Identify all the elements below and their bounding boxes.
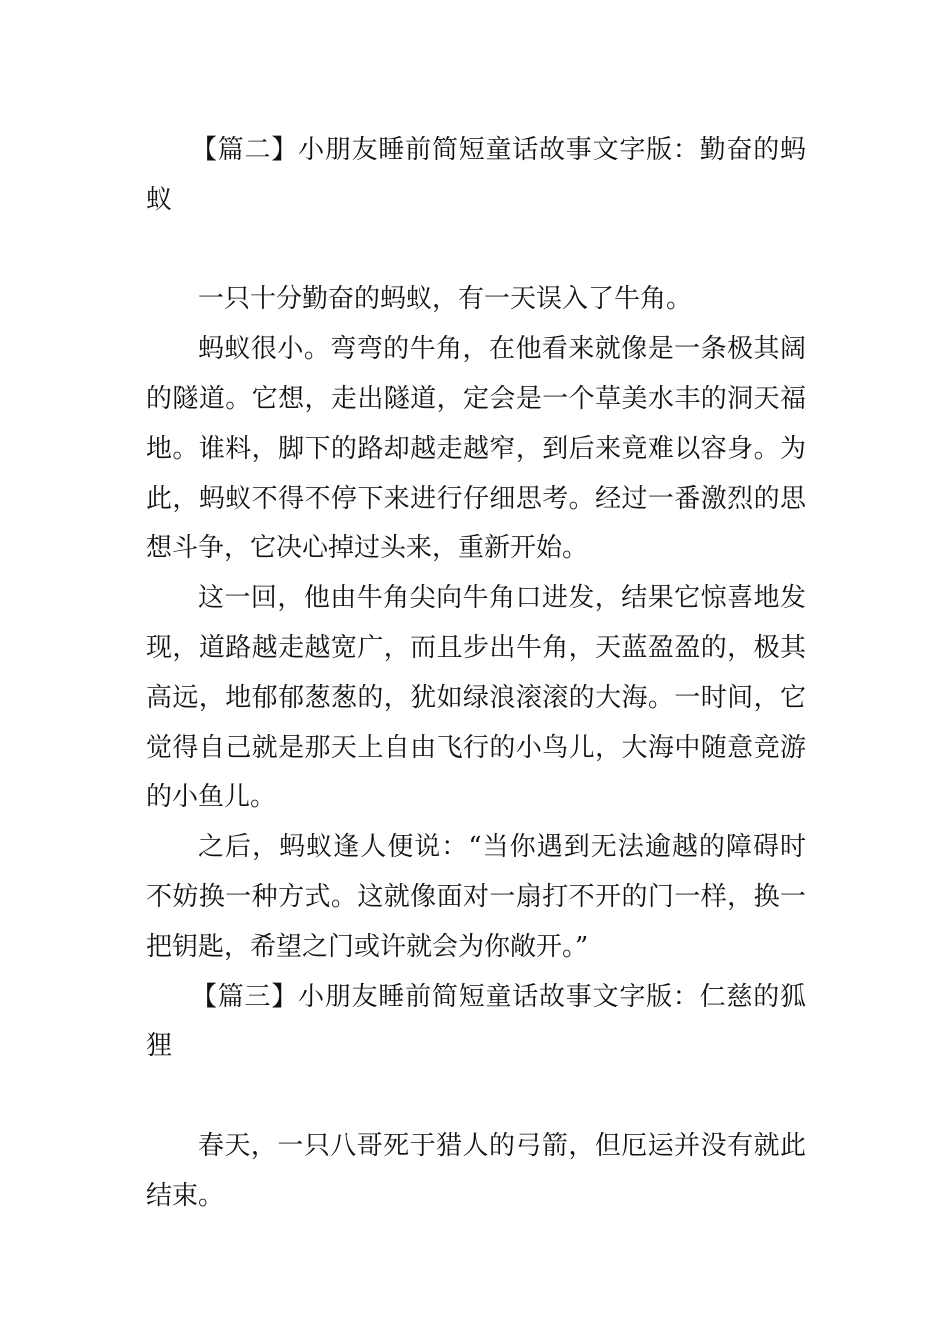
paragraph: 一只十分勤奋的蚂蚁，有一天误入了牛角。: [198, 284, 693, 315]
paragraph: 蚂蚁很小。弯弯的牛角，在他看来就像是一条极其阔的隧道。它想，走出隧道，定会是一个草美水丰的洞天福地。谁料，脚下的路却越走越窄，到后来竟难以容身。为此，蚂蚁不得不停下来进行仔细思考。经过一番激烈的思想斗争，它决心掉过头来，重新开始。: [146, 334, 806, 564]
paragraph: 之后，蚂蚁逢人便说：“当你遇到无法逾越的障碍时不妨换一种方式。这就像面对一扇打不开的门一样，换一把钥匙，希望之门或许就会为你敞开。”: [146, 832, 806, 962]
section-heading-2: 【篇二】小朋友睡前简短童话故事文字版：勤奋的蚂蚁: [146, 135, 806, 215]
spacer: [146, 226, 806, 276]
document-body: [146, 126, 806, 1222]
section-heading-3: 【篇三】小朋友睡前简短童话故事文字版：仁慈的狐狸: [146, 981, 806, 1062]
spacer: [146, 1072, 806, 1122]
paragraph: 春天，一只八哥死于猎人的弓箭，但厄运并没有就此结束。: [146, 1130, 806, 1211]
paragraph: 这一回，他由牛角尖向牛角口进发，结果它惊喜地发现，道路越走越宽广，而且步出牛角，天蓝盈盈的，极其高远，地郁郁葱葱的，犹如绿浪滚滚的大海。一时间，它觉得自己就是那天上自由飞行的小鸟儿，大海中随意竞游的小鱼儿。: [146, 583, 806, 813]
